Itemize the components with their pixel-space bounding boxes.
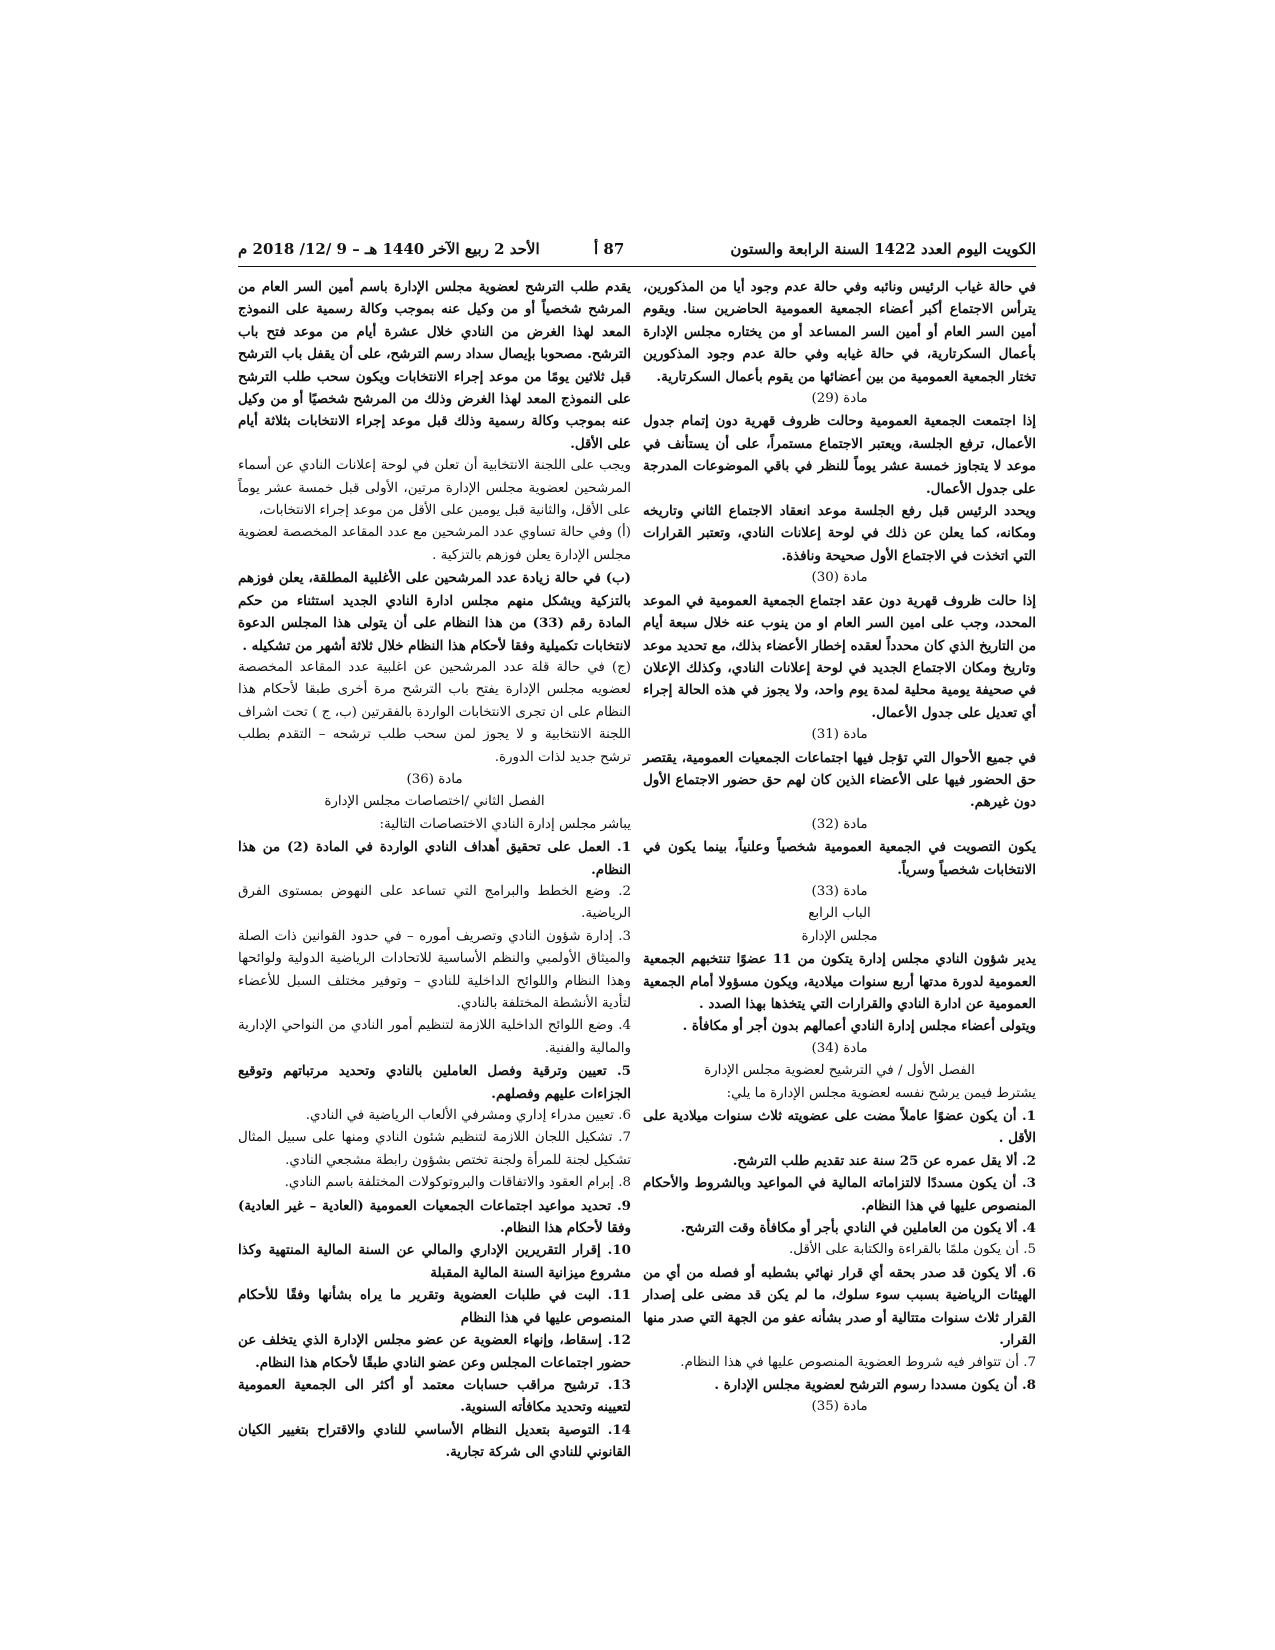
article-heading: الفصل الثاني /اختصاصات مجلس الإدارة (324, 794, 545, 810)
list-item: 8. إبرام العقود والاتفاقات والبروتوكولات المختلفة باسم النادي. (284, 1175, 631, 1191)
paragraph: يباشر مجلس إدارة النادي الاختصاصات التالية: (379, 816, 631, 832)
article-heading: مادة (32) (811, 816, 868, 832)
article-heading: مادة (33) (811, 883, 868, 899)
list-item: 2. وضع الخطط والبرامج التي تساعد على النهوض بمستوى الفرق الرياضية. (238, 883, 631, 922)
list-item: 6. تعيين مدراء إداري ومشرفي الألعاب الرياضية في النادي. (305, 1108, 631, 1124)
page-number: 87 أ (594, 240, 625, 258)
article-heading: مادة (36) (406, 771, 463, 787)
article-heading: مادة (30) (811, 570, 868, 586)
paragraph: في حالة غياب الرئيس ونائبه وفي حالة عدم وجود أيا من المذكورين، يترأس الاجتماع أكبر أعضاء الجمعية العمومية الحاضرين سنا. ويقوم أمين السر العام أو أمين السر المساعد أو من يختاره مجلس الإدارة بأعمال السكرتارية، في حالة غيابه وفي حالة عدم وجود المذكورين تختار الجمعية العمومية من بين أعضائها من يقوم بأعمال السكرتارية. (643, 279, 1036, 385)
paragraph: في جميع الأحوال التي تؤجل فيها اجتماعات الجمعيات العمومية، يقتصر حق الحضور فيها على الأعضاء الذين كان لهم حق حضور الاجتماع الأول دون غيرهم. (643, 749, 1036, 811)
list-item: 8. أن يكون مسددا رسوم الترشح لعضوية مجلس الإدارة . (714, 1376, 1036, 1393)
list-item: 5. أن يكون ملمًا بالقراءة والكتابة على الأقل. (789, 1242, 1036, 1258)
list-item: 9. تحديد مواعيد اجتماعات الجمعيات العمومية (العادية – غير العادية) وفقا لأحكام هذا النظام. (238, 1197, 631, 1237)
publication-title: الكويت اليوم العدد 1422 السنة الرابعة والستون (730, 240, 1036, 258)
header-rule (238, 266, 1036, 267)
paragraph: إذا اجتمعت الجمعية العمومية وحالت ظروف قهرية دون إتمام جدول الأعمال، ترفع الجلسة، ويعتبر الاجتماع مستمراً، على أن يستأنف في موعد لا يتجاوز خمسة عشر يوماً للنظر في باقي الموضوعات المدرجة على جدول الأعمال. (643, 413, 1036, 497)
list-item: 11. البت في طلبات العضوية وتقرير ما يراه بشأنها وفقًا للأحكام المنصوص عليها في هذا النظام (238, 1287, 631, 1326)
list-item: 7. أن تتوافر فيه شروط العضوية المنصوص عليها في هذا النظام. (680, 1354, 1036, 1370)
article-heading: مادة (29) (811, 391, 868, 407)
list-item: (أ) وفي حالة تساوي عدد المرشحين مع عدد المقاعد المخصصة لعضوية مجلس الإدارة يعلن فوزهم بالتزكية . (238, 525, 631, 563)
paragraph: يشترط فيمن يرشح نفسه لعضوية مجلس الإدارة ما يلي: (726, 1085, 1036, 1101)
paragraph: يدير شؤون النادي مجلس إدارة يتكون من 11 عضوًا تنتخبهم الجمعية العمومية لدورة مدتها أربع سنوات ميلادية، ويكون مسؤولا أمام الجمعية العمومية عن ادارة النادي والقرارات التي يتخذها بهذا الصدد . (643, 951, 1037, 1012)
left-column (238, 276, 631, 1464)
paragraph: ويتولى أعضاء مجلس إدارة النادي أعمالهم بدون أجر أو مكافأة . (682, 1018, 1036, 1035)
list-item: 3. إدارة شؤون النادي وتصريف أموره – في حدود القوانين ذات الصلة والميثاق الأولمبي والنظم الأساسية للاتحادات الرياضية الدولية ولوائحها وهذا النظام واللوائح الداخلية للنادي – وتوفير مختلف السبل للأعضاء لتأدية الأنشطة المختلفة بالنادي. (238, 928, 631, 1011)
list-item: 4. ألا يكون من العاملين في النادي بأجر أو مكافأة وقت الترشح. (680, 1220, 1036, 1237)
paragraph: ويحدد الرئيس قبل رفع الجلسة موعد انعقاد الاجتماع الثاني وتاريخه ومكانه، كما يعلن عن ذلك في لوحة إعلانات النادي، وتعتبر القرارات التي اتخذت في الاجتماع الأول صحيحة ونافذة. (643, 503, 1036, 564)
article-heading: الفصل الأول / في الترشيح لعضوية مجلس الإدارة (704, 1063, 975, 1079)
list-item: 3. أن يكون مسددًا لالتزاماته المالية في المواعيد وبالشروط والأحكام المنصوص عليها في هذا النظام. (643, 1175, 1036, 1214)
list-item: 5. تعيين وترقية وفصل العاملين بالنادي وتحديد مرتباتهم وتوقيع الجزاءات عليهم وفصلهم. (238, 1063, 631, 1102)
article-heading: مادة (34) (811, 1040, 868, 1056)
paragraph: ويجب على اللجنة الانتخابية أن تعلن في لوحة إعلانات النادي عن أسماء المرشحين لعضوية مجلس الإدارة مرتين، الأولى قبل خمسة عشر يوماً على الأقل، والثانية قبل يومين على الأقل من موعد إجراء الانتخابات، (238, 458, 631, 519)
right-column (643, 276, 1036, 1419)
list-item: (ب) في حالة زيادة عدد المرشحين على الأغلبية المطلقة، يعلن فوزهم بالتزكية ويشكل منهم مجلس ادارة النادي الجديد استثناء من حكم المادة رقم (33) من هذا النظام على أن يتولى هذا المجلس الدعوة لانتخابات تكميلية وفقا لأحكام هذا النظام خلال ثلاثة أشهر من تشكيله . (238, 570, 631, 654)
paragraph: إذا حالت ظروف قهرية دون عقد اجتماع الجمعية العمومية في الموعد المحدد، وجب على امين السر العام او من ينوب عنه خلال سبعة أيام من التاريخ الذي كان محدداً لعقده إخطار الأعضاء بذلك، مع تحديد موعد وتاريخ ومكان الاجتماع الجديد في لوحة إعلانات النادي، وكذلك الإعلان في صحيفة يومية محلية لمدة يوم واحد، ولا يجوز في هذه الحالة إجراء أي تعديل على جدول الأعمال. (643, 592, 1036, 721)
list-item: 12. إسقاط، وإنهاء العضوية عن عضو مجلس الإدارة الذي يتخلف عن حضور اجتماعات المجلس وعن عضو النادي طبقًا لأحكام هذا النظام. (238, 1332, 631, 1371)
list-item: 1. العمل على تحقيق أهداف النادي الواردة في المادة (2) من هذا النظام. (238, 839, 632, 878)
paragraph: يقدم طلب الترشح لعضوية مجلس الإدارة باسم أمين السر العام من المرشح شخصياً أو من وكيل عنه بموجب وكالة رسمية على النموذج المعد لهذا الغرض من النادي خلال عشرة أيام من موعد فتح باب الترشح. مصحوبا بإيصال سداد رسم الترشح، على أن يقفل باب الترشح قبل ثلاثين يومًا من موعد إجراء الانتخابات ويكون سحب طلب الترشح على النموذج المعد لهذا الغرض وذلك من المرشح شخصيًا أو من وكيل عنه بموجب وكالة رسمية وذلك قبل موعد إجراء الانتخابات بثلاثة أيام على الأقل. (238, 279, 631, 452)
article-heading: مادة (35) (811, 1399, 868, 1415)
list-item: 1. أن يكون عضوًا عاملاً مضت على عضويته ثلاث سنوات ميلادية على الأقل . (643, 1108, 1036, 1147)
article-heading: مجلس الإدارة (801, 928, 878, 944)
article-heading: مادة (31) (811, 727, 868, 743)
list-item: 2. ألا يقل عمره عن 25 سنة عند تقديم طلب الترشح. (732, 1152, 1036, 1169)
list-item: 6. ألا يكون قد صدر بحقه أي قرار نهائي بشطبه أو فصله من أي من الهيئات الرياضية بسبب سوء سلوك، ما لم يكن قد مضى على إصدار القرار ثلاث سنوات متتالية أو صدر بشأنه عفو من الجهة التي صدر منها القرار. (643, 1264, 1036, 1349)
paragraph: يكون التصويت في الجمعية العمومية شخصياً وعلنياً، بينما يكون في الانتخابات شخصياً وسرياً. (643, 839, 1036, 878)
list-item: (ج) في حالة قلة عدد المرشحين عن اغلبية عدد المقاعد المخصصة لعضويه مجلس الإدارة يفتح باب الترشح مرة أخرى طبقا لأحكام هذا النظام على ان تجرى الانتخابات الواردة بالفقرتين (ب، ج ) تحت اشراف اللجنة الانتخابية و لا يجوز لمن سحب طلب ترشحه – التقدم بطلب ترشح جديد لذات الدورة. (238, 659, 631, 765)
list-item: 10. إقرار التقريرين الإداري والمالي عن السنة المالية المنتهية وكذا مشروع ميزانية السنة المالية المقبلة (238, 1242, 631, 1281)
list-item: 14. التوصية بتعديل النظام الأساسي للنادي والاقتراح بتغيير الكيان القانوني للنادي الى شركة تجارية. (238, 1421, 631, 1461)
issue-date: الأحد 2 ربيع الآخر 1440 هـ – 9 /12/ 2018 م (238, 240, 540, 258)
page-header (238, 240, 1036, 264)
list-item: 7. تشكيل اللجان اللازمة لتنظيم شئون النادي ومنها على سبيل المثال تشكيل لجنة للمرأة ولجنة تختص بشؤون رابطة مشجعي النادي. (238, 1130, 631, 1168)
list-item: 13. ترشيح مراقب حسابات معتمد أو أكثر الى الجمعية العمومية لتعيينه وتحديد مكافأته السنوية. (238, 1376, 631, 1416)
list-item: 4. وضع اللوائح الداخلية اللازمة لتنظيم أمور النادي من النواحي الإدارية والمالية والفنية. (238, 1018, 631, 1056)
article-heading: الباب الرابع (808, 906, 871, 922)
